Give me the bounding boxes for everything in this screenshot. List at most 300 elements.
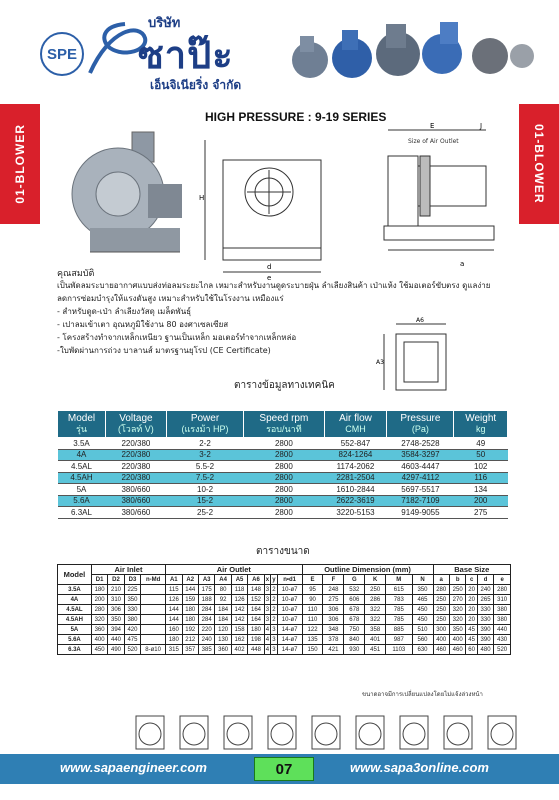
- dims-sub-header: y: [272, 576, 276, 583]
- dimensions-cell: 130: [215, 635, 231, 645]
- performance-cell: 220/380: [106, 438, 167, 450]
- dimensions-cell: 280: [494, 585, 511, 595]
- dims-sub-header: c: [466, 575, 477, 585]
- dims-sub-header: N: [412, 575, 433, 585]
- dimensions-row: [58, 585, 511, 595]
- dimensions-cell: 284: [198, 615, 214, 625]
- dimensions-cell: 322: [365, 615, 386, 625]
- dimensions-cell: 184: [215, 615, 231, 625]
- dims-sub-header: A3: [198, 575, 214, 585]
- dimensions-cell: 401: [365, 635, 386, 645]
- performance-heading: ตารางข้อมูลทางเทคนิค: [234, 380, 335, 391]
- performance-cell: 5A: [58, 484, 106, 496]
- performance-cell: 5.6A: [58, 495, 106, 507]
- dimensions-cell: 1103: [386, 645, 412, 655]
- col-pressure: Pressure (Pa): [387, 411, 454, 438]
- dimensions-cell: 120: [215, 625, 231, 635]
- schema-icon: [268, 716, 296, 749]
- performance-cell: 2800: [244, 449, 324, 461]
- dims-sub-header: G: [344, 575, 365, 585]
- dimensions-cell: 250: [365, 585, 386, 595]
- performance-cell: 380/660: [106, 507, 167, 519]
- performance-cell: 10-2: [166, 484, 243, 496]
- dimensions-row: [58, 635, 511, 645]
- dimensions-cell: 320: [449, 605, 465, 615]
- dimensions-cell: 885: [386, 625, 412, 635]
- dims-sub-header: x: [265, 576, 270, 583]
- dims-sub-header: D3: [124, 575, 140, 585]
- dimensions-cell: 5A: [58, 625, 92, 635]
- change-note: ขนาดอาจมีการเปลี่ยนแปลงโดยไม่แจ้งล่วงหน้า: [362, 691, 483, 698]
- schema-icon: [180, 716, 208, 749]
- dimensions-cell: 210: [108, 585, 124, 595]
- performance-row: [58, 507, 508, 519]
- dimensions-cell: 306: [108, 605, 124, 615]
- col-weight: Weight kg: [454, 411, 508, 438]
- dimensions-cell: 180: [182, 615, 198, 625]
- dimensions-row: [58, 595, 511, 605]
- dimensions-cell: 4: [265, 626, 270, 633]
- svg-text:A3: A3: [376, 359, 384, 366]
- schema-icon: [312, 716, 340, 749]
- dimensions-cell: 280: [433, 585, 449, 595]
- dimensions-cell: 606: [344, 595, 365, 605]
- svg-text:H: H: [199, 194, 205, 202]
- performance-cell: 5.5-2: [166, 461, 243, 473]
- dimensions-cell: 90: [302, 595, 323, 605]
- schema-icon: [400, 716, 428, 749]
- performance-cell: 200: [454, 495, 508, 507]
- dimensions-cell: 200: [91, 595, 107, 605]
- col-speed: Speed rpm รอบ/นาที: [244, 411, 324, 438]
- dimensions-cell: 785: [386, 605, 412, 615]
- dimensions-cell: 430: [494, 635, 511, 645]
- dimensions-cell: 188: [198, 595, 214, 605]
- svg-text:A6: A6: [416, 317, 424, 324]
- performance-cell: 4A: [58, 449, 106, 461]
- dimensions-cell: 306: [323, 605, 344, 615]
- dimensions-cell: 4A: [58, 595, 92, 605]
- outlet-caption: Size of Air Outlet: [408, 138, 459, 145]
- performance-cell: 4.5AL: [58, 461, 106, 473]
- header: [0, 0, 559, 92]
- dimensions-cell: 250: [433, 595, 449, 605]
- dimensions-cell: 135: [302, 635, 323, 645]
- dims-sub-header: D2: [108, 575, 124, 585]
- dimensions-cell: 159: [182, 595, 198, 605]
- dimensions-cell: 4.5AH: [58, 615, 92, 625]
- dimensions-cell: 510: [412, 625, 433, 635]
- dimensions-cell: 840: [344, 635, 365, 645]
- dimensions-cell: 225: [124, 585, 140, 595]
- dimensions-cell: 20: [466, 585, 477, 595]
- col-voltage: Voltage (โวลท์ V): [106, 411, 167, 438]
- performance-cell: 2800: [244, 461, 324, 473]
- dimensions-cell: 3: [265, 606, 270, 613]
- dimensions-cell: 421: [323, 645, 344, 655]
- dims-sub-header: K: [365, 575, 386, 585]
- dimensions-cell: 3: [272, 636, 276, 643]
- dimensions-cell: 315: [166, 645, 182, 655]
- performance-cell: 1174-2062: [324, 461, 387, 473]
- performance-cell: 2800: [244, 495, 324, 507]
- performance-cell: 3220-5153: [324, 507, 387, 519]
- dimensions-cell: 158: [231, 625, 247, 635]
- dimensions-cell: 148: [248, 585, 264, 595]
- dimensions-row: [58, 615, 511, 625]
- col-power: Power (แรงม้า HP): [166, 411, 243, 438]
- dimensions-cell: 785: [386, 615, 412, 625]
- feature-line: - เปาลมเข้าเตา อุณหภูมิใช้งาน 80 องศาเซลเซียส: [57, 320, 229, 329]
- dimensions-cell: 3: [265, 616, 270, 623]
- performance-cell: 3-2: [166, 449, 243, 461]
- dimensions-cell: 95: [302, 585, 323, 595]
- blower-photos: [290, 14, 540, 86]
- dimensions-cell: 678: [344, 605, 365, 615]
- schema-icon: [356, 716, 384, 749]
- dimensions-cell: 4: [265, 646, 270, 653]
- dimensions-cell: 615: [386, 585, 412, 595]
- dimensions-cell: 122: [302, 625, 323, 635]
- dimensions-cell: 20: [466, 605, 477, 615]
- dims-base-header: Base Size: [433, 565, 511, 575]
- dimensions-cell: 10-ø7: [277, 615, 302, 625]
- performance-cell: 824-1264: [324, 449, 387, 461]
- dimensions-cell: 10-ø7: [277, 595, 302, 605]
- schema-icon: [488, 716, 516, 749]
- dimensions-cell: 142: [231, 615, 247, 625]
- dimensions-cell: 240: [477, 585, 493, 595]
- dimensions-cell: 380: [124, 615, 140, 625]
- dimensions-cell: 357: [182, 645, 198, 655]
- dimensions-cell: 60: [466, 645, 477, 655]
- dimensions-cell: 10-ø7: [277, 605, 302, 615]
- performance-cell: 49: [454, 438, 508, 450]
- dimensions-cell: 180: [91, 585, 107, 595]
- footer-url-left[interactable]: www.sapaengineer.com: [60, 760, 207, 775]
- dimensions-cell: [141, 585, 166, 595]
- dims-sub-header: E: [302, 575, 323, 585]
- blower-photo: [60, 128, 188, 258]
- dims-sub-header: n-Md: [141, 575, 166, 585]
- performance-cell: 7182-7109: [387, 495, 454, 507]
- dimensions-cell: 150: [302, 645, 323, 655]
- performance-cell: 2622-3619: [324, 495, 387, 507]
- svg-text:a: a: [460, 260, 465, 268]
- dimensions-cell: 350: [108, 615, 124, 625]
- dimensions-cell: 450: [412, 605, 433, 615]
- logo-spe: SPE: [40, 32, 84, 76]
- dimensions-cell: 8-ø10: [141, 645, 166, 655]
- rotation-schema-row: [132, 712, 520, 752]
- dimensions-cell: 450: [412, 615, 433, 625]
- dimensions-cell: 350: [449, 625, 465, 635]
- dimensions-cell: 142: [231, 605, 247, 615]
- svg-text:e: e: [267, 274, 272, 280]
- dimensions-cell: 280: [91, 605, 107, 615]
- performance-cell: 3584-3297: [387, 449, 454, 461]
- dimensions-cell: 465: [412, 595, 433, 605]
- company-name: ซาป๊ะ: [138, 33, 234, 77]
- side-label-left: 01-BLOWER: [0, 104, 40, 224]
- svg-text:E: E: [430, 122, 435, 130]
- dimensions-cell: 6.3A: [58, 645, 92, 655]
- dimensions-cell: 118: [231, 585, 247, 595]
- dimensions-cell: [141, 605, 166, 615]
- performance-cell: 2800: [244, 438, 324, 450]
- performance-cell: 6.3AL: [58, 507, 106, 519]
- performance-cell: 3.5A: [58, 438, 106, 450]
- dims-outline-header: Outline Dimension (mm): [302, 565, 433, 575]
- performance-row: [58, 495, 508, 507]
- performance-cell: 4.5AH: [58, 472, 106, 484]
- company-prefix: บริษัท: [148, 16, 181, 31]
- dimensions-cell: 310: [494, 595, 511, 605]
- dimensions-cell: 144: [166, 605, 182, 615]
- dimensions-cell: 110: [302, 605, 323, 615]
- performance-cell: 1610-2844: [324, 484, 387, 496]
- performance-cell: 2748-2528: [387, 438, 454, 450]
- dimensions-cell: 678: [344, 615, 365, 625]
- performance-cell: 220/380: [106, 461, 167, 473]
- dimensions-cell: 420: [124, 625, 140, 635]
- performance-cell: 220/380: [106, 472, 167, 484]
- performance-cell: 2800: [244, 507, 324, 519]
- dims-sub-header: b: [449, 575, 465, 585]
- dimensions-cell: 45: [466, 635, 477, 645]
- dimensions-cell: 275: [323, 595, 344, 605]
- dims-sub-header: A1: [166, 575, 182, 585]
- dimensions-cell: 322: [365, 605, 386, 615]
- feature-line: - สำหรับดูด-เป่า ลำเลียงวัสดุ เมล็ดพันธุ์: [57, 307, 192, 316]
- performance-cell: 25-2: [166, 507, 243, 519]
- performance-cell: 2800: [244, 484, 324, 496]
- page-number: 07: [254, 757, 314, 781]
- dimensions-cell: 520: [124, 645, 140, 655]
- dimensions-cell: 460: [433, 645, 449, 655]
- dimensions-cell: 110: [302, 615, 323, 625]
- dimensions-cell: 350: [124, 595, 140, 605]
- dimensions-cell: 45: [466, 625, 477, 635]
- dimensions-cell: 80: [215, 585, 231, 595]
- performance-cell: 9149-9055: [387, 507, 454, 519]
- dims-sub-header: d: [477, 575, 493, 585]
- footer-url-right[interactable]: www.sapa3online.com: [350, 760, 489, 775]
- dimensions-cell: 390: [477, 625, 493, 635]
- dimensions-cell: 560: [412, 635, 433, 645]
- performance-row: [58, 472, 508, 484]
- dimensions-cell: 144: [182, 585, 198, 595]
- dimensions-cell: 448: [248, 645, 264, 655]
- dimensions-cell: 380: [494, 605, 511, 615]
- dimensions-cell: 240: [198, 635, 214, 645]
- dimensions-cell: 490: [108, 645, 124, 655]
- dims-sub-header: n•d1: [277, 575, 302, 585]
- dimensions-cell: 378: [323, 635, 344, 645]
- front-view-drawing: [195, 130, 355, 280]
- dimensions-cell: 630: [412, 645, 433, 655]
- dimensions-cell: 480: [477, 645, 493, 655]
- svg-text:d: d: [267, 263, 272, 271]
- dimensions-cell: 930: [344, 645, 365, 655]
- dimensions-cell: 250: [433, 605, 449, 615]
- dimensions-cell: 400: [91, 635, 107, 645]
- dimensions-cell: 5.6A: [58, 635, 92, 645]
- dimensions-cell: 394: [108, 625, 124, 635]
- performance-cell: 50: [454, 449, 508, 461]
- schema-icon: [444, 716, 472, 749]
- dimensions-cell: 115: [166, 585, 182, 595]
- dimensions-cell: 520: [494, 645, 511, 655]
- dimensions-row: [58, 605, 511, 615]
- performance-table: [57, 410, 508, 519]
- performance-row: [58, 449, 508, 461]
- dims-model-header: Model: [58, 565, 92, 585]
- performance-cell: 134: [454, 484, 508, 496]
- dimensions-cell: [141, 615, 166, 625]
- dimensions-row: [58, 625, 511, 635]
- dimensions-cell: 4: [265, 636, 270, 643]
- dimensions-cell: 320: [91, 615, 107, 625]
- dimensions-cell: 2: [272, 596, 276, 603]
- dimensions-cell: 330: [477, 615, 493, 625]
- dimensions-cell: 390: [477, 635, 493, 645]
- dimensions-cell: 126: [166, 595, 182, 605]
- dimensions-cell: 164: [248, 615, 264, 625]
- dimensions-cell: 164: [248, 605, 264, 615]
- dimensions-cell: 987: [386, 635, 412, 645]
- dimensions-cell: 2: [272, 616, 276, 623]
- dimensions-cell: 451: [365, 645, 386, 655]
- feature-line: -ใบพัดผ่านการถ่วง บาลานส์ มาตรฐานยุโรป (CE Certificate): [57, 346, 271, 355]
- performance-cell: 4603-4447: [387, 461, 454, 473]
- dimensions-cell: 160: [166, 625, 182, 635]
- schema-icon: [136, 716, 164, 749]
- dims-outlet-header: Air Outlet: [166, 565, 303, 575]
- dimensions-cell: 192: [182, 625, 198, 635]
- dimensions-cell: 440: [108, 635, 124, 645]
- performance-row: [58, 438, 508, 450]
- dims-sub-header: A4: [215, 575, 231, 585]
- dimensions-cell: 14-ø7: [277, 645, 302, 655]
- performance-cell: 7.5-2: [166, 472, 243, 484]
- dimensions-cell: [141, 595, 166, 605]
- performance-cell: 116: [454, 472, 508, 484]
- dimensions-cell: 250: [433, 615, 449, 625]
- dimensions-cell: 184: [215, 605, 231, 615]
- dimensions-cell: 20: [466, 615, 477, 625]
- performance-cell: 2281-2504: [324, 472, 387, 484]
- dimensions-cell: 3: [272, 626, 276, 633]
- dimensions-cell: 20: [466, 595, 477, 605]
- dimensions-cell: 220: [198, 625, 214, 635]
- dimensions-cell: 250: [449, 585, 465, 595]
- dims-inlet-header: Air Inlet: [91, 565, 165, 575]
- performance-cell: 102: [454, 461, 508, 473]
- schema-icon: [224, 716, 252, 749]
- dimensions-cell: 3: [265, 586, 270, 593]
- performance-cell: 275: [454, 507, 508, 519]
- feature-line: - โครงสร้างทำจากเหล็กเหนียว ฐานเป็นเหล็ก มอเตอร์ทำจากเหล็กหล่อ: [57, 333, 297, 342]
- performance-cell: 552-847: [324, 438, 387, 450]
- feature-line: เป็นพัดลมระบายอากาศแบบส่งท่อลมระยะไกล เหมาะสำหรับงานดูดระบายฝุ่น ลำเลียงสินค้า เป่าแห้ง ใช้มอเตอร์ขับตรง ดูแลง่าย: [57, 281, 491, 290]
- dims-sub-header: e: [494, 575, 511, 585]
- col-airflow: Air flow CMH: [324, 411, 387, 438]
- dimensions-cell: 212: [182, 635, 198, 645]
- svg-text:J: J: [480, 122, 483, 130]
- dimensions-cell: 385: [198, 645, 214, 655]
- performance-row: [58, 484, 508, 496]
- dimensions-cell: 198: [248, 635, 264, 645]
- performance-cell: 15-2: [166, 495, 243, 507]
- dimensions-cell: 286: [365, 595, 386, 605]
- dims-sub-header: A5: [231, 575, 247, 585]
- dimensions-cell: 348: [323, 625, 344, 635]
- dimensions-cell: 3.5A: [58, 585, 92, 595]
- dimensions-cell: 402: [231, 645, 247, 655]
- dimensions-table: [57, 564, 511, 655]
- performance-cell: 4297-4112: [387, 472, 454, 484]
- dimensions-cell: 152: [248, 595, 264, 605]
- dimensions-row: [58, 645, 511, 655]
- dimensions-cell: 783: [386, 595, 412, 605]
- dimensions-cell: 175: [198, 585, 214, 595]
- dimensions-cell: 180: [166, 635, 182, 645]
- performance-cell: 380/660: [106, 495, 167, 507]
- dims-sub-header: a: [433, 575, 449, 585]
- dimensions-cell: 460: [449, 645, 465, 655]
- dimensions-cell: [141, 625, 166, 635]
- series-title: HIGH PRESSURE : 9-19 SERIES: [205, 110, 387, 124]
- dimensions-cell: 532: [344, 585, 365, 595]
- dimensions-cell: 180: [182, 605, 198, 615]
- dimensions-cell: 92: [215, 595, 231, 605]
- dimensions-cell: 14-ø7: [277, 635, 302, 645]
- col-model: Model รุ่น: [58, 411, 106, 438]
- side-label-right: 01-BLOWER: [519, 104, 559, 224]
- performance-cell: 5697-5517: [387, 484, 454, 496]
- dimensions-heading: ตารางขนาด: [256, 546, 310, 557]
- performance-cell: 2800: [244, 472, 324, 484]
- feature-line: ลดการซ่อมบำรุงให้แรงดันสูง เหมาะสำหรับใช้ในโรงงาน เหมืองแร่: [57, 294, 284, 303]
- dims-sub-header: A2: [182, 575, 198, 585]
- dimensions-cell: 358: [365, 625, 386, 635]
- dimensions-cell: 330: [124, 605, 140, 615]
- dimensions-cell: 3: [265, 596, 270, 603]
- dimensions-cell: 2: [272, 606, 276, 613]
- dimensions-cell: 300: [433, 625, 449, 635]
- dimensions-cell: 4.5AL: [58, 605, 92, 615]
- dimensions-cell: 306: [323, 615, 344, 625]
- dims-sub-header: M: [386, 575, 412, 585]
- dimensions-cell: 2: [272, 586, 276, 593]
- dimensions-cell: 126: [231, 595, 247, 605]
- dimensions-cell: 400: [449, 635, 465, 645]
- dimensions-cell: 144: [166, 615, 182, 625]
- dimensions-cell: 10-ø7: [277, 585, 302, 595]
- dimensions-cell: 162: [231, 635, 247, 645]
- performance-row: [58, 461, 508, 473]
- dimensions-cell: 350: [412, 585, 433, 595]
- dimensions-cell: 265: [477, 595, 493, 605]
- dims-sub-header: F: [323, 575, 344, 585]
- dimensions-cell: 3: [272, 646, 276, 653]
- dims-sub-header: D1: [91, 575, 107, 585]
- dimensions-cell: 475: [124, 635, 140, 645]
- dimensions-cell: 14-ø7: [277, 625, 302, 635]
- dims-sub-header: A6: [248, 575, 264, 585]
- dimensions-cell: 248: [323, 585, 344, 595]
